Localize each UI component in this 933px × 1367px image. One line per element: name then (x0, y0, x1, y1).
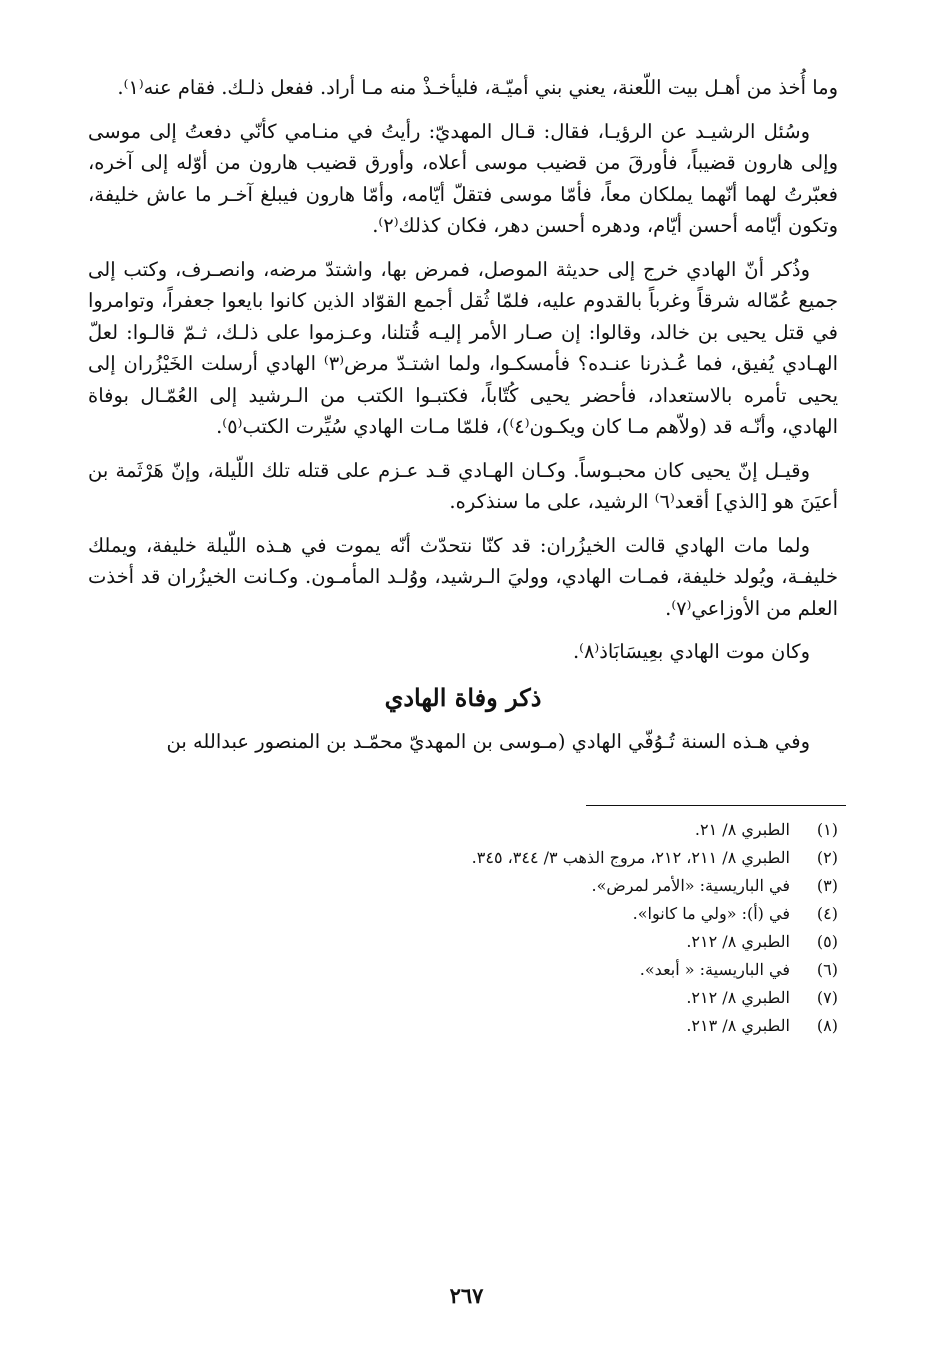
footnote-text: في الباريسية: « أبعد». (639, 960, 790, 979)
footnote-text: الطبري ٨/ ٢١٢. (686, 932, 790, 951)
body-paragraph-3: وذُكر أنّ الهادي خرج إلى حديثة الموصل، فمرض بها، واشتدّ مرضه، وانصـرف، وكتب إلى جميع عُمّاله شرقاً وغرباً بالقدوم عليه، فلمّا ثُقل أجمع القوّاد الذين كانوا بايعوا جعفراً، وتوامروا في قتل يحيى بن خالد، وقالوا: إن صـار الأمر إليـه قُتلنا، وعـزموا على ذلـك، ثـمّ قالـوا: لعلّ الهـادي يُفيق، فما عُـذرنا عنـده؟ فأمسكـوا، ولما اشتـدّ مرض⁽٣⁾ الهادي أرسلت الخَيْزُران إلى يحيى تأمره بالاستعداد، فأحضر يحيى كُتّاباً، فكتبـوا الكتب من الـرشيد إلى العُمّـال بوفاة الهادي، وأنّـه قد (ولاّهم مـا كان ويكـون⁽٤⁾)، فلمّا مـات الهادي سُيِّرت الكتب⁽٥⁾. (88, 257, 838, 438)
footnote-text: الطبري ٨/ ٢١٢. (686, 988, 790, 1007)
footnote-text: الطبري ٨/ ٢١. (694, 820, 790, 839)
closing-paragraph: وفي هـذه السنة تُـوُفّي الهادي (مـوسى بن المهديّ محمّـد بن المنصور عبدالله بن (166, 729, 810, 753)
footnote-item (88, 928, 838, 956)
footnote-text: الطبري ٨/ ٢١٣. (686, 1016, 790, 1035)
body-paragraph-2: وسُئل الرشيـد عن الرؤيـا، فقال: قـال المهديّ: رأيتُ في منـامي كأنّي دفعتُ إلى موسى وإلى هارون قضيباً، فأورقَ من قضيب موسى أعلاه، وأورق قضيب هارون من أوّله إلى آخره، فعبّرتُ لهما أنّهما يملكان معاً، فأمّا موسى فتقلّ أيّامه، وأمّا هارون فيبلغ آخـر ما عاش خليفة، وتكون أيّامه أحسن أيّام، ودهره أحسن دهر، فكان كذلك⁽٢⁾. (88, 119, 838, 237)
body-paragraph-6: وكان موت الهادي بعِيسَابَاذ⁽٨⁾. (572, 640, 810, 663)
footnote-number: (٣) (816, 876, 838, 895)
page-body (88, 72, 838, 1040)
section-heading: ذكر وفاة الهادي (384, 682, 542, 712)
footnote-item (88, 816, 838, 844)
footnote-number: (٤) (816, 904, 838, 923)
footnote-item (88, 844, 838, 872)
footnote-text: في الباريسية: «الأمر لمرض». (591, 876, 790, 895)
footnote-item (88, 984, 838, 1012)
body-paragraph-1: وما أُخذ من أهـل بيت اللّعنة، يعني بني أميّـة، فليأخـذْ منه مـا أراد. ففعل ذلـك. فقام عنه⁽١⁾. (117, 76, 838, 99)
body-paragraph-5: ولما مات الهادي قالت الخيزُران: قد كنّا نتحدّث أنّه يموت في هـذه اللّيلة خليفة، ويملك خليفـة، ويُولد خليفة، فمـات الهادي، ووليَ الـرشيد، ووُلـد المأمـون. وكـانت الخيزُران قد أخذت العلم من الأوزاعي⁽٧⁾. (88, 533, 838, 620)
footnote-number: (١) (816, 820, 838, 839)
footnote-number: (٦) (816, 960, 838, 979)
footnote-text: في (أ): «ولي ما كانوا». (632, 904, 790, 923)
footnote-item (88, 956, 838, 984)
footnote-number: (٨) (816, 1016, 838, 1035)
footnotes-list (88, 816, 838, 1040)
footnote-number: (٢) (816, 848, 838, 867)
body-paragraph-4: وقيـل إنّ يحيى كان محبـوساً. وكـان الهـادي قـد عـزم على قتله تلك اللّيلة، وإنّ هَرْثَمة بن أعيَنَ هو [الذي] أقعد⁽٦⁾ الرشيد، على ما سنذكره. (88, 458, 838, 513)
footnote-number: (٧) (816, 988, 838, 1007)
footnote-item (88, 1012, 838, 1040)
footnote-item (88, 900, 838, 928)
footnote-divider (586, 805, 846, 806)
footnote-number: (٥) (816, 932, 838, 951)
footnote-text: الطبري ٨/ ٢١١، ٢١٢، مروج الذهب ٣/ ٣٤٤، ٣٤٥. (471, 848, 790, 867)
footnote-item (88, 872, 838, 900)
page-number: ٢٦٧ (449, 1283, 484, 1308)
